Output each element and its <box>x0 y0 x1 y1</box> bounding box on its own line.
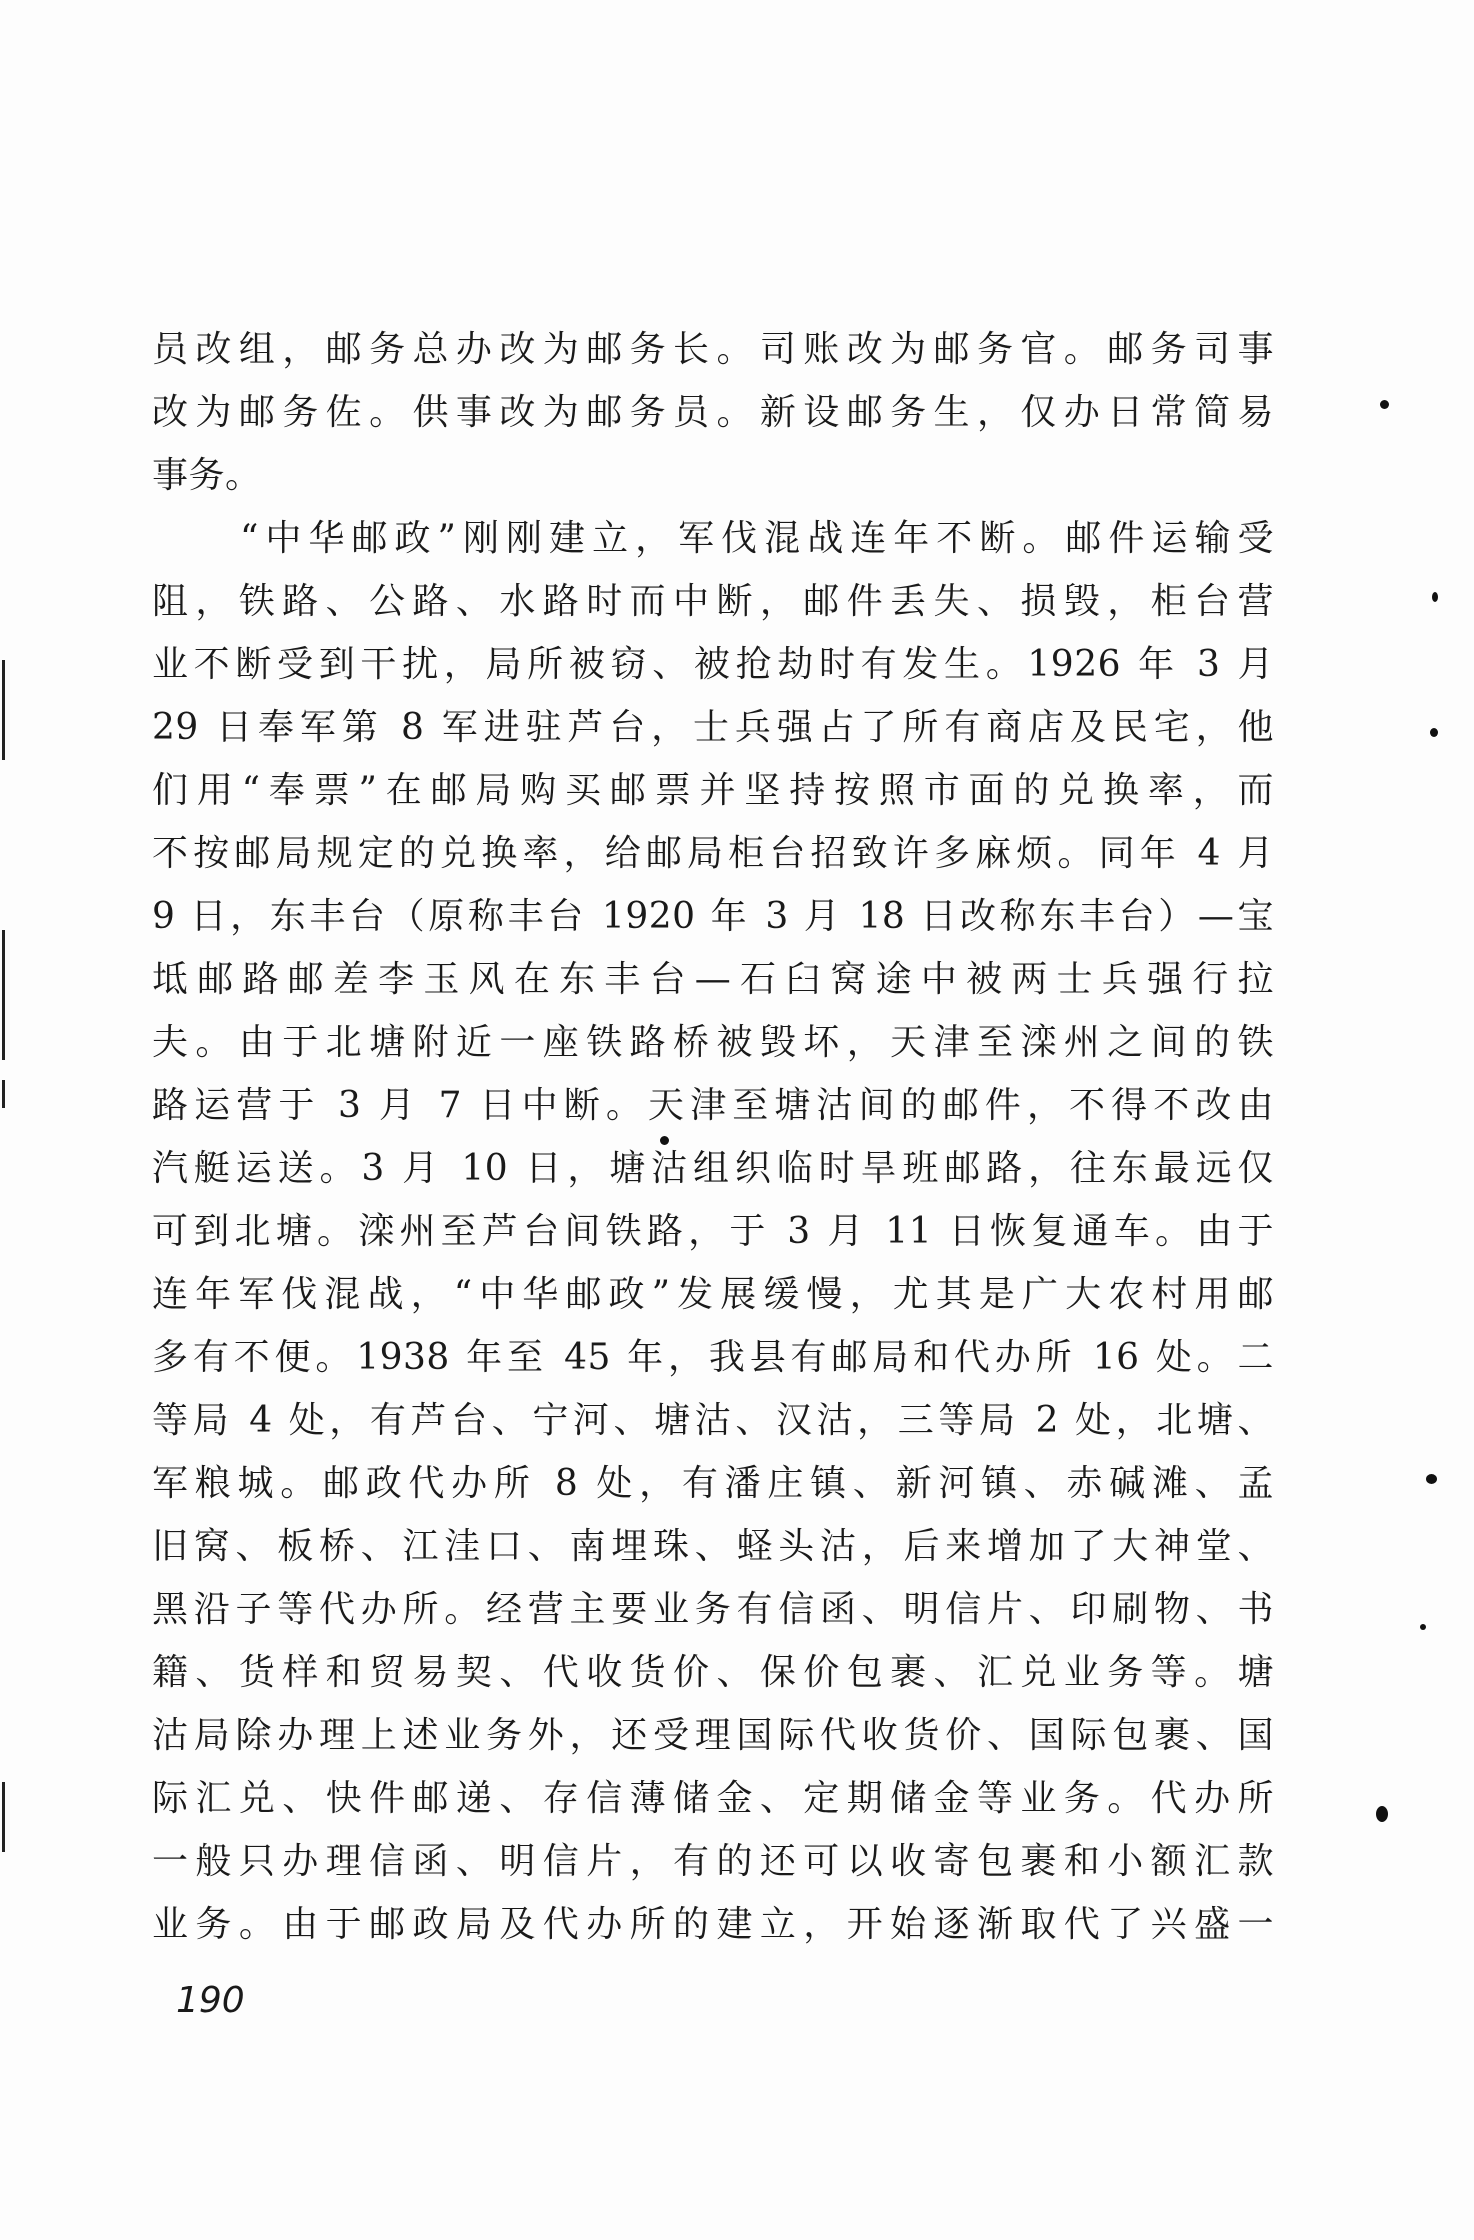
text-line: 事务。 <box>152 455 262 496</box>
text-line: 不按邮局规定的兑换率，给邮局柜台招致许多麻烦。同年 4 月 <box>152 833 1274 874</box>
text-line: 9 日，东丰台（原称丰台 1920 年 3 月 18 日改称东丰台）—宝 <box>152 896 1274 937</box>
text-line: 连年军伐混战，“中华邮政”发展缓慢，尤其是广大农村用邮 <box>152 1274 1274 1315</box>
text-line: 业务。由于邮政局及代办所的建立，开始逐渐取代了兴盛一 <box>152 1904 1274 1945</box>
text-line: 军粮城。邮政代办所 8 处，有潘庄镇、新河镇、赤碱滩、孟 <box>152 1463 1274 1504</box>
text-line: 籍、货样和贸易契、代收货价、保价包裹、汇兑业务等。塘 <box>152 1652 1274 1693</box>
scan-speck <box>660 1136 669 1145</box>
text-line: 坻邮路邮差李玉风在东丰台—石臼窝途中被两士兵强行拉 <box>152 959 1274 1000</box>
scan-edge-mark <box>2 1782 5 1852</box>
text-line: 旧窝、板桥、江洼口、南埋珠、蛏头沽，后来增加了大神堂、 <box>152 1526 1274 1567</box>
text-line: 29 日奉军第 8 军进驻芦台，士兵强占了所有商店及民宅，他 <box>152 707 1274 748</box>
text-line: 汽艇运送。3 月 10 日，塘沽组织临时旱班邮路，往东最远仅 <box>152 1148 1274 1189</box>
scan-speck <box>1420 1624 1426 1630</box>
text-line: 业不断受到干扰，局所被窃、被抢劫时有发生。1926 年 3 月 <box>152 644 1274 685</box>
scan-edge-mark <box>2 660 5 760</box>
text-line: 员改组，邮务总办改为邮务长。司账改为邮务官。邮务司事 <box>152 329 1274 370</box>
text-line: 多有不便。1938 年至 45 年，我县有邮局和代办所 16 处。二 <box>152 1337 1274 1378</box>
scan-speck <box>1426 1474 1437 1484</box>
text-line: 沽局除办理上述业务外，还受理国际代收货价、国际包裹、国 <box>152 1715 1274 1756</box>
text-line: 等局 4 处，有芦台、宁河、塘沽、汉沽，三等局 2 处，北塘、 <box>152 1400 1274 1441</box>
scan-speck <box>1380 400 1389 409</box>
page-number: 190 <box>176 1980 245 2021</box>
text-line: 路运营于 3 月 7 日中断。天津至塘沽间的邮件，不得不改由 <box>152 1085 1274 1126</box>
text-line: 一般只办理信函、明信片，有的还可以收寄包裹和小额汇款 <box>152 1841 1274 1882</box>
scan-edge-mark <box>2 1080 5 1108</box>
scan-speck <box>1432 592 1438 602</box>
scan-speck <box>1376 1806 1388 1822</box>
text-line: 际汇兑、快件邮递、存信薄储金、定期储金等业务。代办所 <box>152 1778 1274 1819</box>
text-line: 阻，铁路、公路、水路时而中断，邮件丢失、损毁，柜台营 <box>152 581 1274 622</box>
paragraph-first-line: “中华邮政”刚刚建立，军伐混战连年不断。邮件运输受 <box>240 518 1274 559</box>
scan-speck <box>1430 728 1438 737</box>
text-line: 黑沿子等代办所。经营主要业务有信函、明信片、印刷物、书 <box>152 1589 1274 1630</box>
text-line: 改为邮务佐。供事改为邮务员。新设邮务生，仅办日常简易 <box>152 392 1274 433</box>
text-line: 可到北塘。滦州至芦台间铁路，于 3 月 11 日恢复通车。由于 <box>152 1211 1274 1252</box>
body-text <box>152 318 1274 1956</box>
text-line: 夫。由于北塘附近一座铁路桥被毁坏，天津至滦州之间的铁 <box>152 1022 1274 1063</box>
text-line: 们用“奉票”在邮局购买邮票并坚持按照市面的兑换率，而 <box>152 770 1274 811</box>
scan-edge-mark <box>2 930 5 1060</box>
